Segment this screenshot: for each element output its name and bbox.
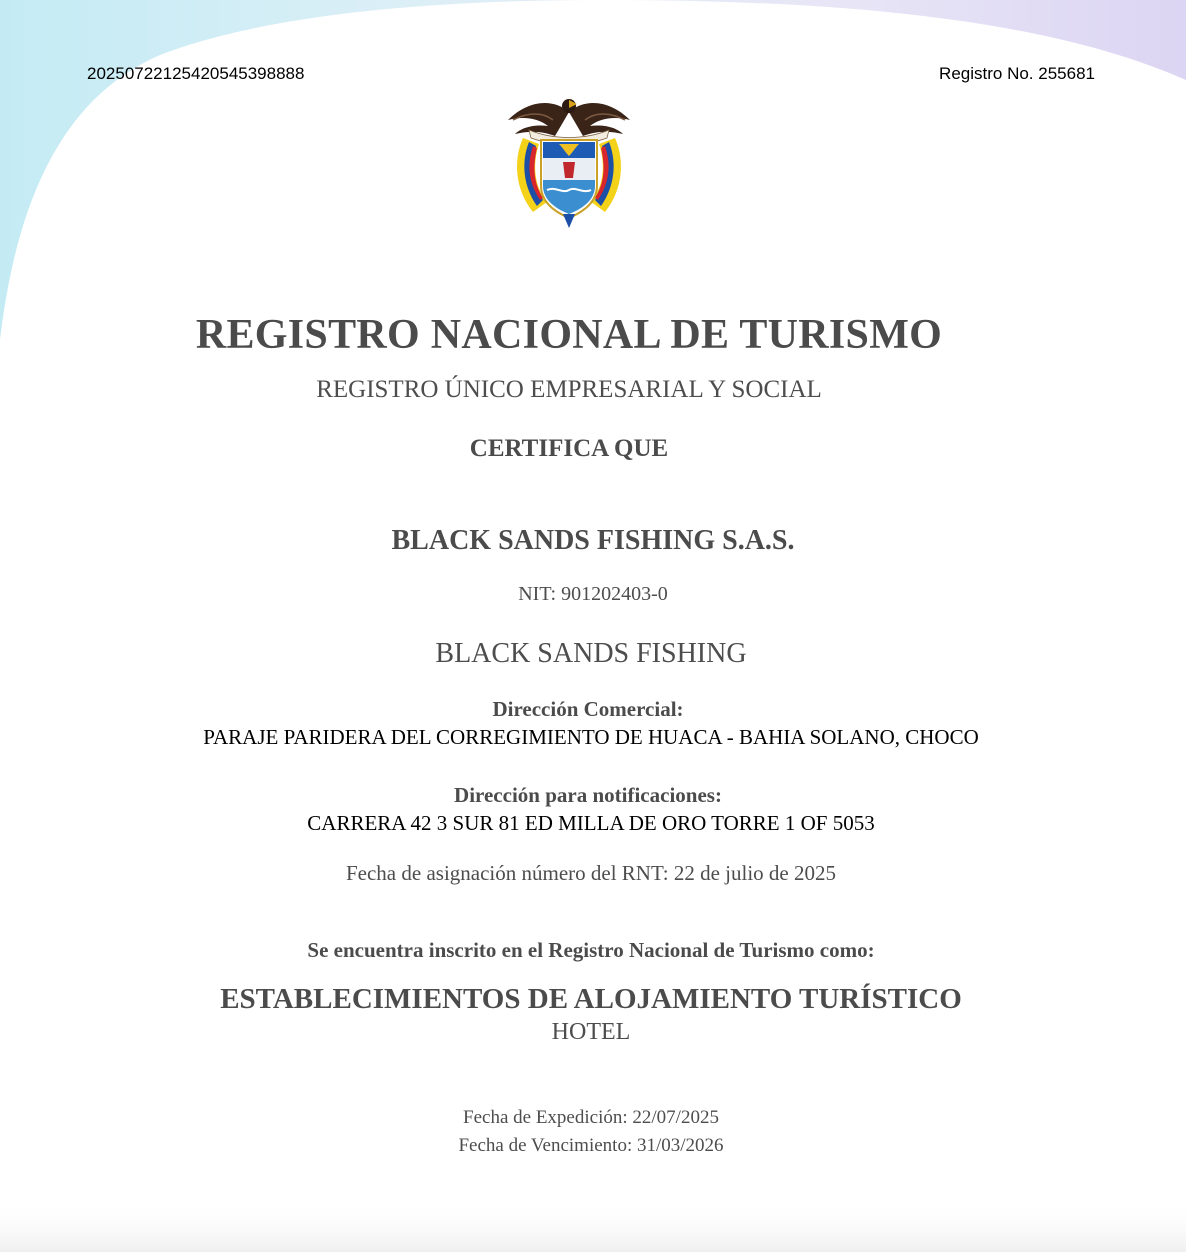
- company-nit: NIT: 901202403-0: [518, 583, 668, 605]
- commercial-address-value: PARAJE PARIDERA DEL CORREGIMIENTO DE HUACA - BAHIA SOLANO, CHOCO: [203, 725, 979, 749]
- company-trade-name: BLACK SANDS FISHING: [435, 638, 747, 669]
- issue-date: Fecha de Expedición: 22/07/2025: [463, 1107, 719, 1128]
- document-code: 20250722125420545398888: [87, 64, 305, 83]
- notifications-address-value: CARRERA 42 3 SUR 81 ED MILLA DE ORO TORRE 1 OF 5053: [307, 811, 875, 835]
- notifications-address-label: Dirección para notificaciones:: [454, 783, 722, 807]
- certifica-heading: CERTIFICA QUE: [469, 435, 669, 462]
- page-title: REGISTRO NACIONAL DE TURISMO: [195, 312, 943, 358]
- registration-subcategory: HOTEL: [551, 1019, 631, 1045]
- commercial-address-label: Dirección Comercial:: [492, 697, 684, 721]
- expiry-date: Fecha de Vencimiento: 31/03/2026: [458, 1135, 724, 1156]
- rnt-assignment-date: Fecha de asignación número del RNT: 22 de julio de 2025: [345, 861, 836, 885]
- registro-label: Registro No.: [939, 64, 1034, 83]
- registro-value: 255681: [1038, 64, 1095, 83]
- registration-category: ESTABLECIMIENTOS DE ALOJAMIENTO TURÍSTICO: [220, 983, 962, 1015]
- company-legal-name: BLACK SANDS FISHING S.A.S.: [391, 525, 795, 556]
- registro-number: [939, 64, 1095, 84]
- inscrito-statement: Se encuentra inscrito en el Registro Nacional de Turismo como:: [307, 938, 875, 962]
- page-subtitle: REGISTRO ÚNICO EMPRESARIAL Y SOCIAL: [316, 376, 822, 403]
- colombia-coat-of-arms-icon: [503, 90, 635, 230]
